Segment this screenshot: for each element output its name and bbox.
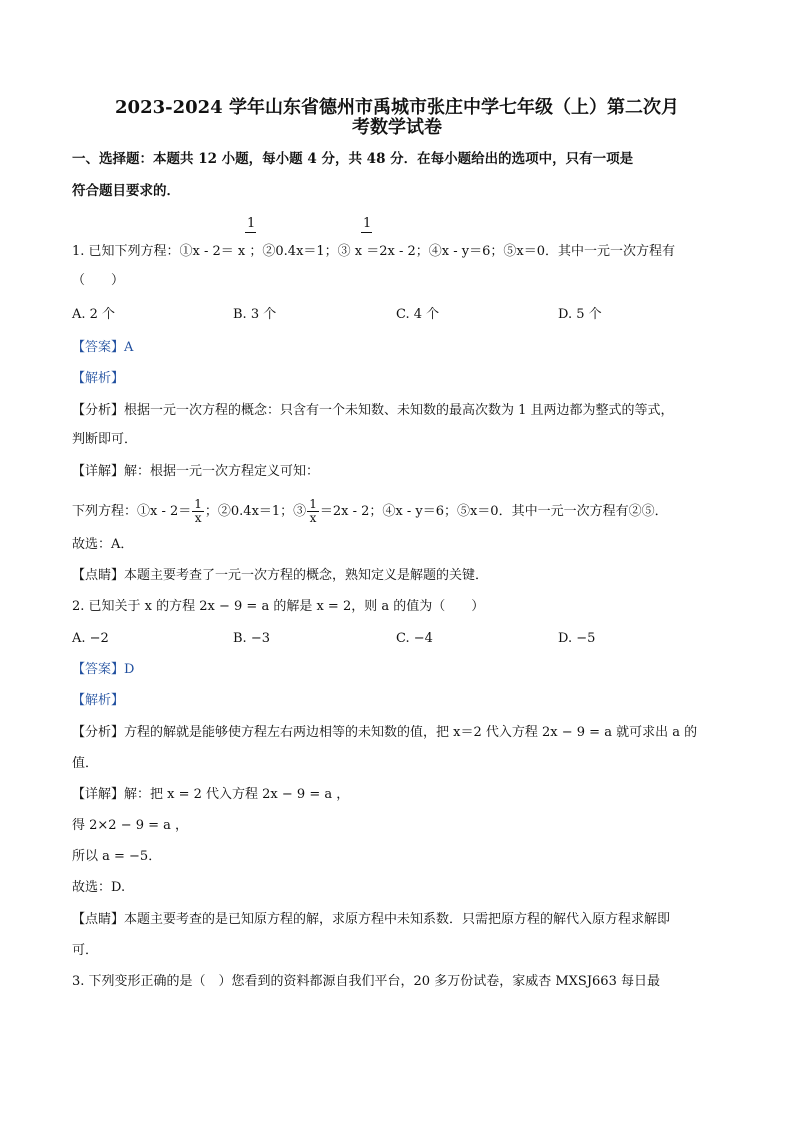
q1-stem: 1. 已知下列方程：①x - 2＝ x ；②0.4x＝1；③ x ＝2x - 2；④x - y＝6；⑤x＝0．其中一元一次方程有 [72, 244, 676, 259]
q2-answer: 【答案】D [72, 662, 135, 677]
q1-fraction-2: $\frac{1}{x}$ [309, 497, 317, 525]
q1-option-c: C. 4 个 [396, 307, 440, 322]
q2-stem: 2. 已知关于 x 的方程 2x − 9 = a 的解是 x = 2，则 a 的值为（ ） [72, 599, 485, 614]
q2-fenxi-line2: 值． [72, 756, 99, 771]
q2-detail-line2: 得 2×2 − 9 = a ， [72, 818, 189, 833]
q3-stem: 3. 下列变形正确的是（ ）您看到的资料都源自我们平台，20 多万份试卷，家威杏 MXSJ663 每日最 [72, 974, 660, 989]
q2-choose: 故选：D. [72, 880, 126, 895]
q1-fenxi-line2: 判断即可． [72, 432, 138, 447]
doc-title-line1: 2023-2024 学年山东省德州市禹城市张庄中学七年级（上）第二次月 [115, 97, 679, 118]
q2-analysis-label: 【解析】 [72, 693, 125, 708]
q2-comment-line2: 可． [72, 943, 99, 958]
doc-title-line2: 考数学试卷 [352, 117, 442, 138]
q2-comment-line1: 【点睛】本题主要考查的是已知原方程的解，求原方程中未知系数．只需把原方程的解代入原方程求解即 [72, 912, 671, 927]
q2-option-b: B. −3 [233, 631, 270, 646]
q1-comment: 【点睛】本题主要考查了一元一次方程的概念，熟知定义是解题的关键． [72, 568, 489, 583]
q2-option-d: D. −5 [558, 631, 596, 646]
q2-option-c: C. −4 [396, 631, 433, 646]
q1-detail-line1: 【详解】解：根据一元一次方程定义可知： [72, 464, 320, 479]
q1-analysis-label: 【解析】 [72, 371, 125, 386]
q1-option-d: D. 5 个 [558, 307, 602, 322]
section-header-line2: 符合题目要求的． [72, 183, 180, 199]
q1-answer: 【答案】A [72, 340, 134, 355]
q1-option-b: B. 3 个 [233, 307, 277, 322]
q2-option-a: A. −2 [72, 631, 109, 646]
q1-detail-line2: 下列方程：①x - 2＝ $\frac{1}{x}$ ；②0.4x＝1；③ $\frac{1}{x}$ ＝2x - 2；④x - y＝6；⑤x＝0．其中一元一次方程有②⑤． [72, 497, 668, 525]
q1-option-a: A. 2 个 [72, 307, 116, 322]
section-header-line1: 一、选择题：本题共 12 小题，每小题 4 分，共 48 分．在每小题给出的选项中，只有一项是 [72, 151, 634, 167]
q1-fraction-1: $\frac{1}{x}$ [194, 497, 202, 525]
q2-detail-line3: 所以 a = −5． [72, 849, 162, 864]
q1-paren: （ ） [72, 273, 125, 288]
q2-fenxi-line1: 【分析】方程的解就是能够使方程左右两边相等的未知数的值，把 x＝2 代入方程 2x − 9 = a 就可求出 a 的 [72, 725, 698, 740]
q1-fenxi-line1: 【分析】根据一元一次方程的概念：只含有一个未知数、未知数的最高次数为 1 且两边都为整式的等式， [72, 403, 674, 418]
q2-detail-line1: 【详解】解：把 x = 2 代入方程 2x − 9 = a ， [72, 787, 350, 802]
q1-choose: 故选：A． [72, 537, 134, 552]
